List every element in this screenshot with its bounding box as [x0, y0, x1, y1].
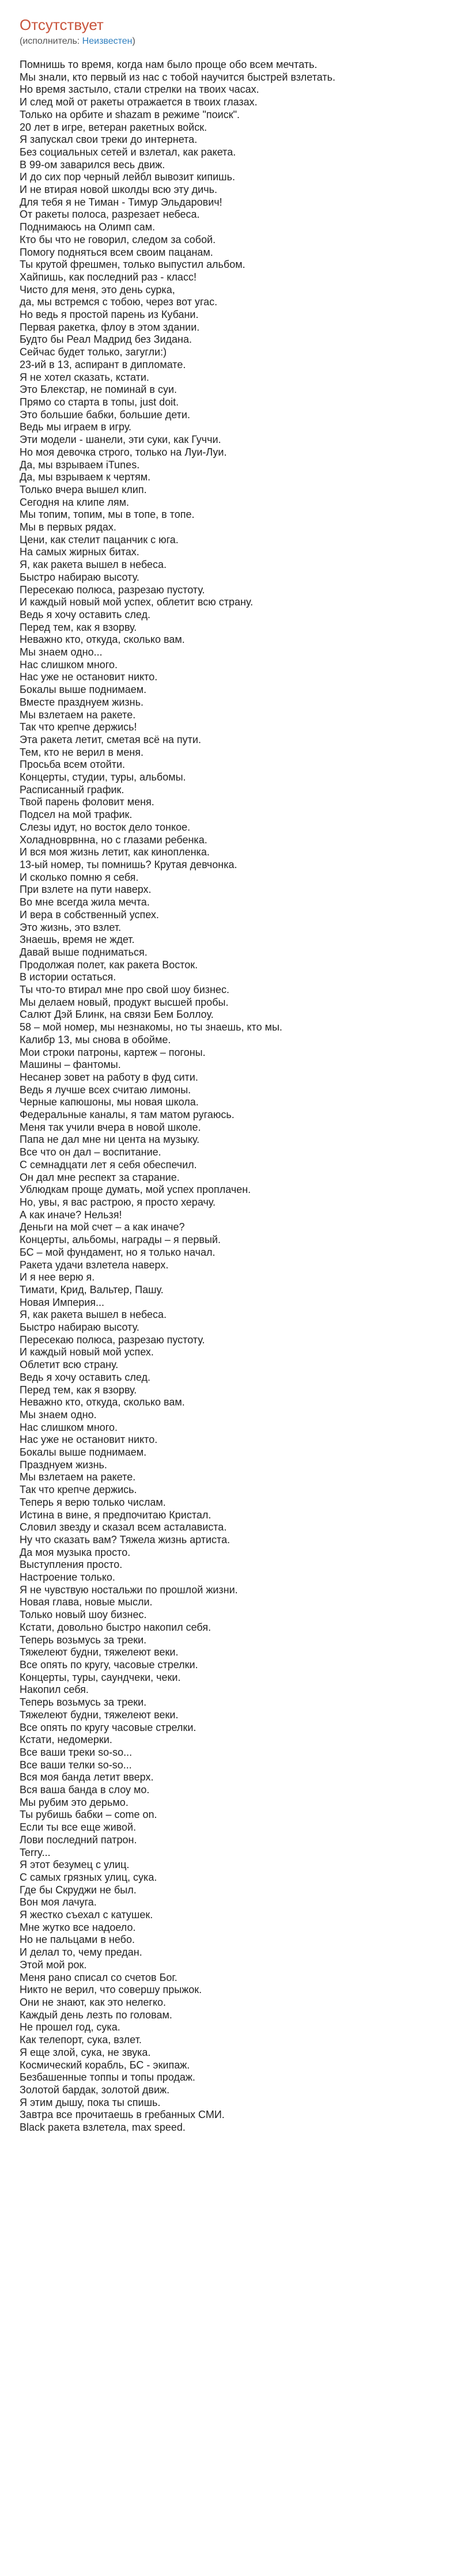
lyric-line: Бокалы выше поднимаем. — [20, 1446, 147, 1459]
lyric-line: Без социальных сетей и взлетал, как ракета. — [20, 146, 236, 158]
lyric-line: Это большие бабки, большие дети. — [20, 408, 190, 421]
lyric-line: Но моя девочка строго, только на Луи-Луи. — [20, 446, 227, 458]
lyric-line: Чисто для меня, это день сурка, — [20, 283, 175, 296]
lyric-line: Я этим дышу, пока ты спишь. — [20, 2096, 161, 2108]
lyric-line: Для тебя я не Тиман - Тимур Эльдарович! — [20, 196, 222, 208]
lyric-line: И сколько помню я себя. — [20, 871, 139, 883]
lyric-line: В истории остаться. — [20, 971, 116, 983]
lyric-line: И делал то, чему предан. — [20, 1946, 142, 1958]
lyric-line: Они не знают, как это нелегко. — [20, 1996, 167, 2008]
lyric-line: Перед тем, как я взорву. — [20, 1384, 137, 1396]
lyric-line: Он дал мне респект за старание. — [20, 1171, 180, 1183]
lyric-line: 13-ый номер, ты помнишь? Крутая девчонка. — [20, 859, 237, 870]
lyric-line: Новая глава, новые мысли. — [20, 1596, 153, 1608]
lyric-line: Мы рубим это дерьмо. — [20, 1796, 129, 1808]
lyric-line: Нас уже не остановит никто. — [20, 671, 158, 683]
lyric-line: Новая Империя... — [20, 1296, 105, 1308]
lyric-line: Быстро набираю высоту. — [20, 1321, 139, 1334]
lyric-line: И не втирая новой школды всю эту дичь. — [20, 184, 217, 196]
lyric-line: Сегодня на клипе лям. — [20, 496, 129, 508]
lyric-line: Все ваши телки so-so... — [20, 1759, 132, 1771]
lyric-line: Так что крепче держись. — [20, 1484, 137, 1496]
lyric-line: С семнадцати лет я себя обеспечил. — [20, 1158, 197, 1170]
lyric-line: Ведь я лучше всех считаю лимоны. — [20, 1084, 191, 1096]
lyric-line: Ведь я хочу оставить след. — [20, 1371, 150, 1383]
lyric-line: Ты крутой фрешмен, только выпустил альбом. — [20, 259, 245, 271]
lyric-line: Где бы Скруджи не был. — [20, 1884, 137, 1896]
lyric-line: Я запускал свои треки до интернета. — [20, 134, 198, 146]
lyric-line: Твой парень фоловит меня. — [20, 796, 154, 808]
lyric-line: Подсел на мой трафик. — [20, 809, 133, 821]
lyric-line: И каждый новый мой успех, облетит всю страну. — [20, 596, 254, 608]
lyric-line: Кто бы что не говорил, следом за собой. — [20, 233, 216, 245]
lyric-line: Только вчера вышел клип. — [20, 483, 147, 495]
lyric-line: Тяжелеют будни, тяжелеют веки. — [20, 1646, 179, 1658]
lyric-line: Салют Дэй Блинк, на связи Бем Боллоу. — [20, 1009, 214, 1021]
lyric-line: Пересекаю полюса, разрезаю пустоту. — [20, 1334, 205, 1346]
lyric-line: Все опять по кругу часовые стрелки. — [20, 1721, 197, 1733]
lyric-line: Я жестко съехал с катушек. — [20, 1909, 153, 1921]
lyric-line: Мы в первых рядах. — [20, 521, 116, 533]
lyric-line: Этой мой рок. — [20, 1958, 87, 1971]
lyric-line: Папа не дал мне ни цента на музыку. — [20, 1134, 200, 1146]
lyric-line: Цени, как стелит пацанчик с юга. — [20, 533, 179, 545]
lyric-line: Быстро набираю высоту. — [20, 571, 139, 583]
lyric-line: Концерты, студии, туры, альбомы. — [20, 771, 186, 783]
lyric-line: Как телепорт, сука, взлет. — [20, 2034, 142, 2046]
lyric-line: Космический корабль, БС - экипаж. — [20, 2059, 190, 2071]
lyric-line: БС – мой фундамент, но я только начал. — [20, 1246, 216, 1258]
lyric-line: Тяжелеют будни, тяжелеют веки. — [20, 1709, 179, 1721]
lyric-line: Ты рубишь бабки – come on. — [20, 1809, 157, 1821]
lyric-line: Празднуем жизнь. — [20, 1459, 107, 1471]
lyric-line: Не прошел год, сука. — [20, 2021, 120, 2033]
lyric-line: Вся ваша банда в слоу мо. — [20, 1784, 150, 1796]
lyric-line: Теперь я верю только числам. — [20, 1496, 166, 1508]
lyric-line: И до сих пор черный лейбл вывозит кипишь. — [20, 171, 235, 183]
lyric-line: И каждый новый мой успех. — [20, 1346, 154, 1358]
lyric-line: Мне жутко все надоело. — [20, 1921, 136, 1933]
lyric-line: Сейчас будет только, загугли:) — [20, 346, 167, 358]
lyric-line: Калибр 13, мы снова в обойме. — [20, 1033, 171, 1045]
lyric-line: Но время застыло, стали стрелки на твоих часах. — [20, 84, 259, 96]
lyric-line: Лови последний патрон. — [20, 1833, 137, 1846]
lyric-line: Неважно кто, откуда, сколько вам. — [20, 634, 185, 646]
lyric-line: Это жизнь, это взлет. — [20, 921, 122, 933]
lyric-line: Нас слишком много. — [20, 658, 118, 670]
lyric-line: Эти модели - шанели, эти суки, как Гуччи. — [20, 434, 221, 446]
lyric-line: Только на орбите и shazam в режиме "поиск". — [20, 108, 240, 120]
lyric-line: Terry... — [20, 1846, 51, 1858]
lyric-line: Все опять по кругу, часовые стрелки. — [20, 1659, 198, 1670]
lyric-line: Машины – фантомы. — [20, 1059, 121, 1071]
lyric-line: Будто бы Реал Мадрид без Зидана. — [20, 334, 192, 346]
lyric-line: Безбашенные топпы и топы продаж. — [20, 2071, 195, 2083]
lyric-line: Слезы идут, но восток дело тонкое. — [20, 821, 191, 833]
lyric-line: Нас уже не остановит никто. — [20, 1434, 158, 1446]
lyric-line: Тимати, Крид, Вальтер, Пашу. — [20, 1283, 164, 1295]
lyric-line: Помогу подняться всем своим пацанам. — [20, 246, 213, 258]
lyric-line: Выступления просто. — [20, 1559, 123, 1571]
lyric-line: Словил звезду и сказал всем асталависта. — [20, 1521, 227, 1533]
lyric-line: Ну что сказать вам? Тяжела жизнь артиста. — [20, 1533, 231, 1545]
lyric-line: Концерты, туры, саундчеки, чеки. — [20, 1671, 181, 1683]
lyric-line: Настроение только. — [20, 1571, 115, 1584]
lyric-line: Я еще злой, сука, не звука. — [20, 2046, 151, 2058]
lyric-line: Ведь мы играем в игру. — [20, 421, 132, 433]
lyric-line: Да, мы взрываем к чертям. — [20, 471, 151, 483]
lyric-line: Накопил себя. — [20, 1684, 89, 1696]
lyric-line: Я не хотел сказать, кстати. — [20, 371, 149, 383]
lyric-line: Истина в вине, я предпочитаю Кристал. — [20, 1509, 211, 1521]
lyric-line: От ракеты полоса, разрезает небеса. — [20, 209, 200, 221]
lyric-line: Давай выше подниматься. — [20, 946, 148, 958]
lyric-line: Мы знали, кто первый из нас с тобой научится быстрей взлетать. — [20, 71, 335, 83]
lyric-line: Мы взлетаем на ракете. — [20, 1471, 136, 1483]
lyric-line: Облетит всю страну. — [20, 1359, 119, 1371]
lyric-line: Теперь возьмусь за треки. — [20, 1634, 147, 1646]
lyric-line: Ведь я хочу оставить след. — [20, 608, 150, 620]
lyric-line: Мы знаем одно... — [20, 646, 103, 658]
lyric-line: Мы взлетаем на ракете. — [20, 709, 136, 721]
lyric-line: Меня рано списал со счетов Бог. — [20, 1971, 177, 1983]
lyric-line: Ракета удачи взлетела наверх. — [20, 1259, 169, 1271]
lyric-line: Я не чувствую ностальжи по прошлой жизни. — [20, 1584, 238, 1596]
lyric-line: Первая ракетка, флоу в этом здании. — [20, 321, 200, 333]
lyric-line: 20 лет в игре, ветеран ракетных войск. — [20, 121, 207, 133]
lyric-line: Прямо со старта в топы, just doit. — [20, 396, 179, 408]
lyric-line: Просьба всем отойти. — [20, 759, 126, 771]
lyric-line: Вместе празднуем жизнь. — [20, 696, 143, 708]
lyric-line: Вся моя банда летит вверх. — [20, 1771, 154, 1783]
lyric-line: Поднимаюсь на Олимп сам. — [20, 221, 156, 233]
lyric-line: Но ведь я простой парень из Кубани. — [20, 309, 199, 321]
lyric-line: Помнишь то время, когда нам было проще обо всем мечтать. — [20, 59, 318, 70]
lyric-line: Все что он дал – воспитание. — [20, 1146, 161, 1158]
lyric-line: Мои строки патроны, картеж – погоны. — [20, 1046, 206, 1058]
lyric-line: Я, как ракета вышел в небеса. — [20, 559, 167, 571]
lyric-line: Во мне всегда жила мечта. — [20, 896, 150, 908]
lyric-line: На самых жирных битах. — [20, 546, 139, 558]
lyric-line: Кстати, довольно быстро накопил себя. — [20, 1621, 211, 1633]
lyric-line: Пересекаю полюса, разрезаю пустоту. — [20, 584, 205, 596]
lyric-line: Так что крепче держись! — [20, 721, 137, 733]
lyric-line: И вся моя жизнь летит, как кинопленка. — [20, 846, 210, 858]
artist-prefix: (исполнитель: — [20, 36, 82, 46]
lyric-line: Но не пальцами в небо. — [20, 1934, 135, 1946]
lyric-line: И я нее верю я. — [20, 1271, 95, 1283]
lyric-line: Я этот безумец с улиц. — [20, 1859, 130, 1871]
artist-suffix: ) — [132, 36, 135, 46]
song-title: Отсутствует — [20, 16, 104, 33]
lyric-line: Золотой бардак, золотой движ. — [20, 2083, 170, 2096]
lyric-line: С самых грязных улиц, сука. — [20, 1871, 157, 1883]
lyric-line: 58 – мой номер, мы незнакомы, но ты знаешь, кто мы. — [20, 1021, 282, 1033]
lyric-line: Завтра все прочитаешь в гребанных СМИ. — [20, 2109, 225, 2121]
lyric-line: Ты что-то втирал мне про свой шоу бизнес. — [20, 984, 229, 996]
lyric-line: Федеральные каналы, я там матом ругаюсь. — [20, 1109, 235, 1121]
lyric-line: Черные капюшоны, мы новая школа. — [20, 1096, 199, 1108]
lyric-line: Мы топим, топим, мы в топе, в топе. — [20, 509, 195, 521]
lyric-line: Но, увы, я вас растрою, я просто херачу. — [20, 1196, 216, 1208]
lyric-line: Мы знаем одно. — [20, 1408, 97, 1420]
lyric-line: Неважно кто, откуда, сколько вам. — [20, 1396, 185, 1408]
lyric-line: В 99-ом заварился весь движ. — [20, 158, 165, 171]
lyric-line: Холадноврвнна, но с глазами ребенка. — [20, 834, 207, 846]
lyric-line: Теперь возьмусь за треки. — [20, 1696, 147, 1709]
lyric-line: Да, мы взрываем iTunes. — [20, 459, 140, 471]
lyrics-text — [20, 59, 461, 2134]
lyric-line: Я, как ракета вышел в небеса. — [20, 1309, 167, 1321]
lyric-line: Концерты, альбомы, награды – я первый. — [20, 1234, 221, 1246]
lyric-line: Расписанный график. — [20, 783, 124, 795]
lyric-line: При взлете на пути наверх. — [20, 884, 152, 896]
lyric-line: Black ракета взлетела, max speed. — [20, 2122, 186, 2134]
artist-line — [20, 36, 461, 47]
lyric-line: Никто не верил, что совершу прыжок. — [20, 1984, 202, 1996]
lyric-line: 23-ий в 13, аспирант в дипломате. — [20, 358, 186, 370]
lyric-line: Нас слишком много. — [20, 1421, 118, 1433]
lyric-line: Ублюдкам проще думать, мой успех проплачен. — [20, 1184, 251, 1196]
lyric-line: Если ты все еще живой. — [20, 1821, 137, 1833]
lyric-line: Мы делаем новый, продукт высшей пробы. — [20, 996, 229, 1008]
lyric-line: Это Блекстар, не поминай в суи. — [20, 384, 177, 396]
lyric-line: И вера в собственный успех. — [20, 908, 159, 920]
lyric-line: Деньги на мой счет – а как иначе? — [20, 1221, 185, 1233]
lyric-line: Каждый день лезть по головам. — [20, 2009, 172, 2021]
lyric-line: И след мой от ракеты отражается в твоих глазах. — [20, 96, 258, 108]
lyric-line: Несанер зовет на работу в фуд сити. — [20, 1071, 198, 1083]
lyric-line: да, мы встремся с тобою, через вот угас. — [20, 296, 218, 308]
lyric-line: Все ваши треки so-so... — [20, 1746, 133, 1758]
lyric-line: Продолжая полет, как ракета Восток. — [20, 959, 198, 971]
lyric-line: Эта ракета летит, сметая всё на пути. — [20, 733, 201, 745]
lyric-line: Меня так учили вчера в новой школе. — [20, 1121, 201, 1133]
lyric-line: Кстати, недомерки. — [20, 1734, 112, 1746]
lyric-line: Тем, кто не верил в меня. — [20, 746, 144, 758]
lyric-line: Да моя музыка просто. — [20, 1546, 131, 1558]
lyric-line: Знаешь, время не ждет. — [20, 934, 135, 946]
lyric-line: Вон моя лачуга. — [20, 1896, 97, 1908]
lyric-line: Только новый шоу бизнес. — [20, 1609, 147, 1621]
artist-link[interactable]: Неизвестен — [82, 36, 133, 46]
lyric-line: Бокалы выше поднимаем. — [20, 684, 147, 696]
lyric-line: Хайпишь, как последний раз - класс! — [20, 271, 197, 283]
lyric-line: А как иначе? Нельзя! — [20, 1209, 122, 1221]
lyric-line: Перед тем, как я взорву. — [20, 621, 137, 633]
